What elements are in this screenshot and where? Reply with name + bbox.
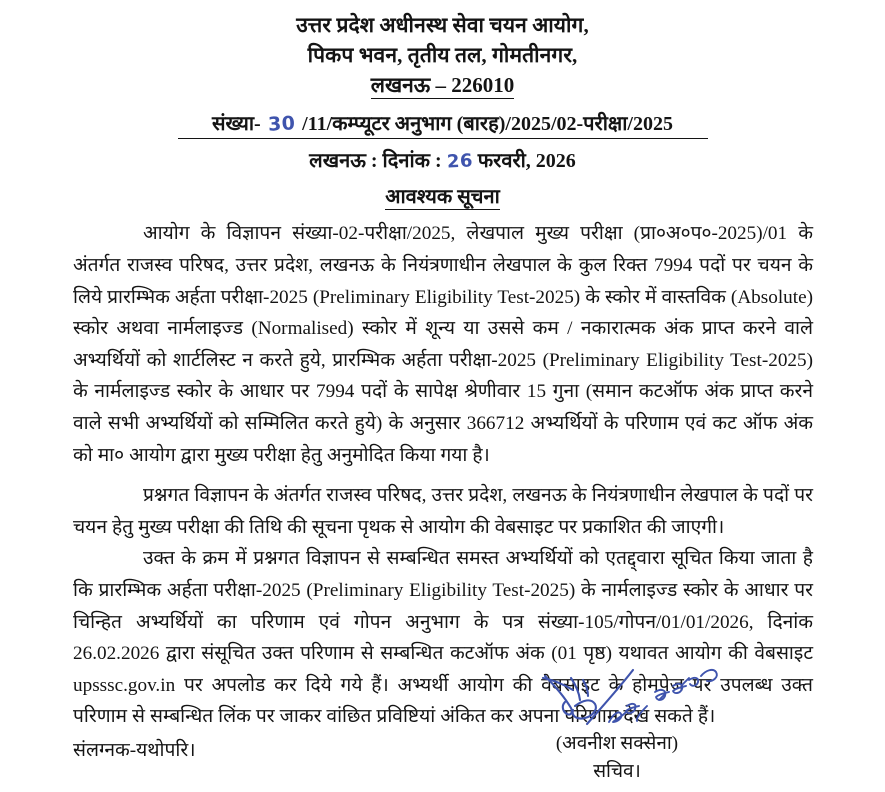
organization-name-line1: उत्तर प्रदेश अधीनस्थ सेवा चयन आयोग, [296,13,589,37]
enclosure-line: संलग्नक-यथोपरि। [73,739,196,761]
document-title-text: आवश्यक सूचना [385,186,500,209]
signatory-name: (अवनीश सक्सेना) [555,732,679,754]
organization-address-line2: पिकप भवन, तृतीय तल, गोमतीनगर, [307,42,578,67]
handwritten-reference-number: 30 [267,112,296,137]
signature-block [467,662,767,786]
month-year-text: फरवरी, 2026 [477,150,576,173]
paragraph-3: उक्त के क्रम में प्रश्नगत विज्ञापन से सम्बन्धित समस्त अभ्यर्थियों को एतद्द्वारा सूचित किया जाता है कि प्रारम्भिक अर्हता परीक्षा-2025 (Preliminary Eligibility Test-2025) के नार्मलाइज्ड स्कोर के आधार पर चिन्हित अभ्यर्थियों का परिणाम एवं गोपन अनुभाग के पत्र संख्या-105/गोपन/01/01/2026, दिनांक 26.02.2026 द्वारा संसूचित उक्त परिणाम से सम्बन्धित कटऑफ अंक (01 पृष्ठ) यथावत आयोग की वेबसाइट upsssc.gov.in पर अपलोड कर दिये गये हैं। अभ्यर्थी आयोग की वेबसाइट के होमपेज पर उपलब्ध उक्त परिणाम से सम्बन्धित लिंक पर जाकर वांछित प्रविष्टियां अंकित कर अपना परिणाम देख सकते हैं। [73,548,813,728]
letterhead [0,0,885,100]
reference-number-row [178,109,708,139]
city-pin-text: लखनऊ – 226010 [370,72,515,97]
place-date-line [0,146,885,173]
reference-number-text: /11/कम्प्यूटर अनुभाग (बारह)/2025/02-परीक्षा/2025 [302,113,673,136]
document-title [0,182,885,209]
reference-label: संख्या- [212,113,261,136]
organization-city-pin [0,71,885,101]
paragraph-2: प्रश्नगत विज्ञापन के अंतर्गत राजस्व परिषद, उत्तर प्रदेश, लखनऊ के नियंत्रणाधीन लेखपाल के पदों पर चयन हेतु मुख्य परीक्षा की तिथि की सूचना पृथक से आयोग की वेबसाइट पर प्रकाशित की जाएगी। [73,485,813,538]
handwritten-signature [487,662,747,736]
signatory-designation: सचिव। [593,760,641,782]
handwritten-date-day: 26 [446,150,474,174]
place-date-label: लखनऊ : दिनांक : [309,150,442,173]
paragraph-1: आयोग के विज्ञापन संख्या-02-परीक्षा/2025, लेखपाल मुख्य परीक्षा (प्रा०अ०प०-2025)/01 के अंतर्गत राजस्व परिषद, उत्तर प्रदेश, लखनऊ के नियंत्रणाधीन लेखपाल के कुल रिक्त 7994 पदों पर चयन के लिये प्रारम्भिक अर्हता परीक्षा-2025 (Preliminary Eligibility Test-2025) के स्कोर में वास्तविक (Absolute) स्कोर अथवा नार्मलाइज्ड (Normalised) स्कोर में शून्य या उससे कम / नकारात्मक अंक प्राप्त करने वाले अभ्यर्थियों को शार्टलिस्ट न करते हुये, प्रारम्भिक अर्हता परीक्षा-2025 (Preliminary Eligibility Test-2025) के नार्मलाइज्ड स्कोर के आधार पर 7994 पदों के सापेक्ष श्रेणीवार 15 गुना (समान कटऑफ अंक प्राप्त करने वाले सभी अभ्यर्थियों को सम्मिलित करते हुये) के अनुसार 366712 अभ्यर्थियों के परिणाम एवं कट ऑफ अंक को मा० आयोग द्वारा मुख्य परीक्षा हेतु अनुमोदित किया गया है। [73,223,813,466]
